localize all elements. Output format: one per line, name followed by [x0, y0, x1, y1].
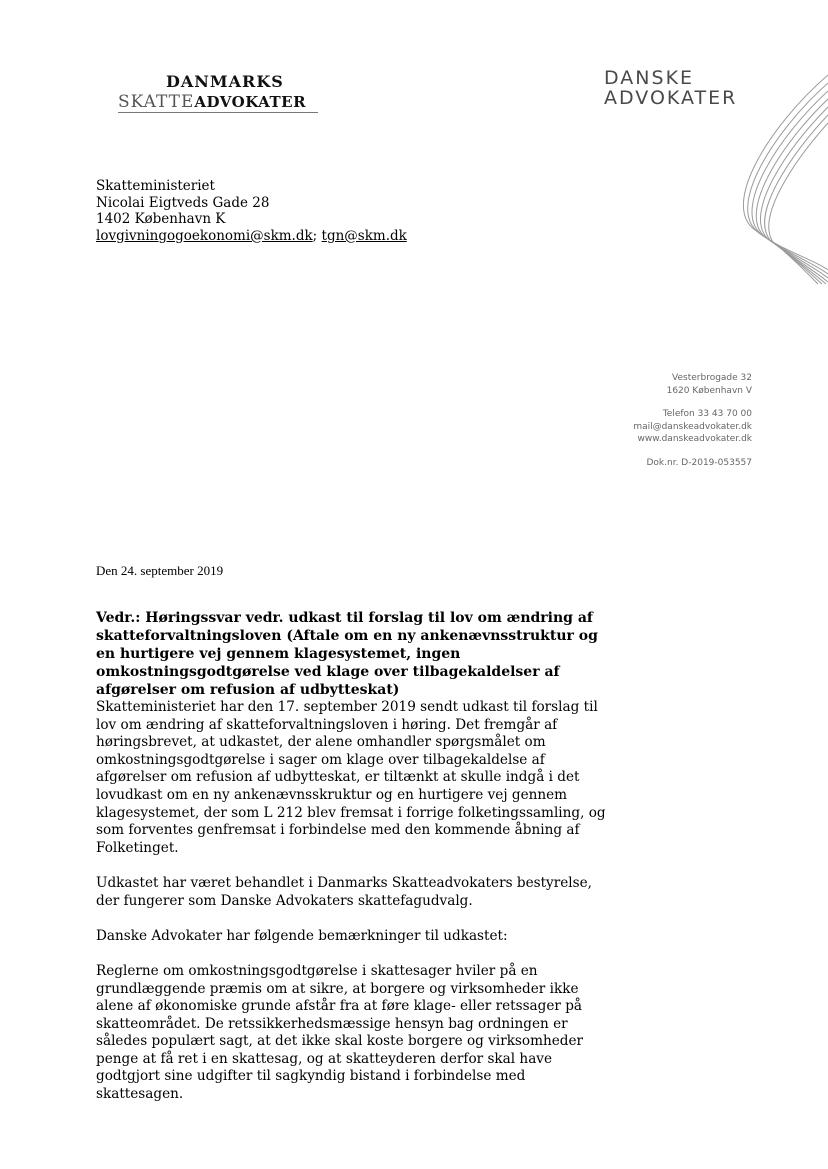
body-paragraph: Udkastet har været behandlet i Danmarks Skatteadvokaters bestyrelse, der fungerer som Danske Advokaters skattefagudvalg. [96, 874, 592, 909]
logo-line-danmarks: DANMARKS [166, 72, 284, 91]
contact-address-line-1: Vesterbrogade 32 [672, 373, 752, 383]
body-paragraph: Reglerne om omkostningsgodtgørelse i skattesager hviler på en grundlæggende præmis om at sikre, at borgere og virksomheder ikke alene af økonomiske grunde afstår fra at føre klage- eller retssager på skatteområdet. De retssikkerhedsmæssige hensyn bag ordningen er således populært sagt, at det ikke skal koste borgere og virksomheder penge at få ret i en skattesag, og at skatteyderen derfor skal have godtgjort sine udgifter til sagkyndig bistand i forbindelse med skattesagen. [96, 962, 584, 1103]
swoosh-graphic [700, 55, 828, 285]
letter-date: Den 24. september 2019 [96, 563, 224, 578]
recipient-emails [96, 228, 407, 245]
logo-line-danske: DANSKE [604, 67, 695, 89]
contact-phone: Telefon 33 43 70 00 [662, 409, 752, 419]
danmarks-skatteadvokater-logo [118, 72, 328, 122]
subject-heading: Vedr.: Høringssvar vedr. udkast til forslag til lov om ændring af skatteforvaltningsloven (Aftale om en ny ankenævnsstruktur og en hurtigere vej gennem klagesystemet, ingen omkostningsgodtgørelse ved klage over tilbagekaldelser af afgørelser om refusion af udbytteskat) [96, 610, 598, 698]
logo-underline [118, 112, 318, 113]
email-separator: ; [312, 227, 318, 244]
recipient-name: Skatteministeriet [96, 178, 215, 194]
contact-address-line-2: 1620 København V [666, 385, 752, 396]
logo-part-advokater: ADVOKATER [194, 93, 307, 111]
contact-web: www.danskeadvokater.dk [637, 434, 752, 444]
recipient-city: 1402 København K [96, 211, 226, 227]
logo-line-skatteadvokater [118, 92, 306, 112]
logo-part-skatte: SKATTE [118, 92, 195, 112]
recipient-email-link-1[interactable]: lovgivningogoekonomi@skm.dk [96, 227, 313, 244]
body-paragraph: Skatteministeriet har den 17. september 2019 sendt udkast til forslag til lov om ændring af skatteforvaltningsloven i høring. Det fremgår af høringsbrevet, at udkastet, der alene omhandler spørgsmålet om omkostningsgodtgørelse i sager om klage over tilbagekaldelse af afgørelser om refusion af udbytteskat, er tiltænkt at skulle indgå i det lovudkast om en ny ankenævnsskruktur og en hurtigere vej gennem klagesystemet, der som L 212 blev fremsat i forrige folketingssamling, og som forventes genfremsat i forbindelse med den kommende åbning af Folketinget. [96, 699, 606, 856]
document-number: Dok.nr. D-2019-053557 [646, 457, 752, 468]
body-paragraph: Danske Advokater har følgende bemærkninger til udkastet: [96, 927, 508, 944]
contact-email: mail@danskeadvokater.dk [633, 421, 752, 432]
recipient-email-link-2[interactable]: tgn@skm.dk [321, 227, 407, 244]
letter-body [96, 699, 616, 1121]
recipient-address [96, 178, 407, 244]
sender-contact-block [633, 372, 752, 469]
recipient-street: Nicolai Eigtveds Gade 28 [96, 194, 270, 211]
logo-line-advokater: ADVOKATER [604, 87, 738, 109]
